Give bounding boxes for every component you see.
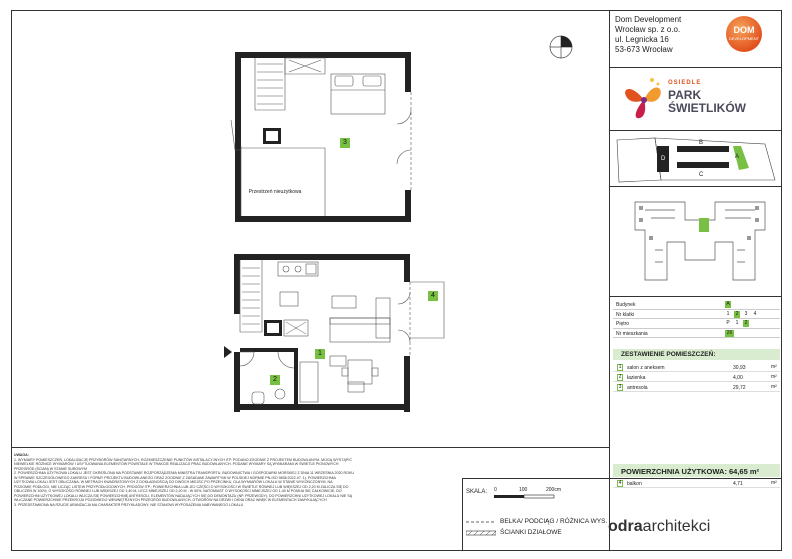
spec-label: Piętro bbox=[616, 321, 630, 327]
room-label-2: 2 bbox=[270, 375, 280, 385]
note-line: 3. PRZEDSTAWIONA NA RZUCIE ARANŻACJA MA CHARAKTER PRZYKŁADOWY, NIE STANOWI WYPOSAŻENIA NABYWANEGO LOKALU bbox=[14, 502, 244, 507]
rooms-title: ZESTAWIENIE POMIESZCZEŃ: bbox=[613, 349, 780, 360]
room-label-3: 3 bbox=[340, 138, 350, 148]
room-area: 4,00 bbox=[733, 375, 743, 381]
legend-sciany: ŚCIANKI DZIAŁOWE bbox=[500, 529, 562, 536]
unusable-space-label: Przestrzeń nieużytkowa bbox=[248, 189, 302, 195]
company-divider bbox=[609, 67, 782, 68]
site-label-a: A bbox=[735, 154, 740, 160]
company-line: ul. Legnicka 16 bbox=[615, 35, 669, 44]
spec-label: Budynek bbox=[616, 302, 636, 308]
note-line: POZIOMIE PODŁOGI, NIE LICZĄC LISTEW PRZYPODŁOGOWYCH, PROGÓW ITP.; POWIERZCHNIA LUB JEJ CZĘŚCI O WYSOKOŚCI W ŚWIETLE RÓWNEJ LUB WIĘKSZEJ OD 2,20 M ZALICZA SIĘ DO bbox=[14, 484, 349, 489]
compass-icon bbox=[548, 34, 574, 60]
room-name: salon z aneksem bbox=[627, 365, 665, 371]
spec-row-pietro bbox=[613, 319, 780, 329]
key-plan bbox=[615, 190, 780, 292]
note-line: PRZEGRÓD (ŚCIAN) W STANIE SUROWYM bbox=[14, 466, 88, 471]
dom-development-logo bbox=[726, 16, 762, 52]
sidebar-divider bbox=[609, 10, 610, 551]
spec-value: A bbox=[726, 301, 730, 307]
spec-value: 1 bbox=[735, 320, 739, 326]
keyplan-divider bbox=[609, 296, 782, 297]
scale-bar bbox=[494, 494, 560, 500]
room-num: 3 bbox=[618, 384, 622, 390]
architect-name-bold: odra bbox=[608, 518, 643, 535]
room-num: 1 bbox=[618, 364, 622, 370]
spec-value-selected: 2 bbox=[744, 320, 748, 326]
upper-floor-plan bbox=[225, 50, 425, 225]
usable-area-bar bbox=[613, 464, 780, 477]
brand-swietlikow: ŚWIETLIKÓW bbox=[668, 101, 746, 115]
lower-floor-plan bbox=[218, 252, 458, 417]
notes-title: UWAGA: bbox=[14, 453, 29, 457]
room-row bbox=[613, 383, 780, 392]
room-row bbox=[613, 363, 780, 372]
firefly-logo-icon bbox=[622, 74, 666, 126]
usable-area-value: 64,65 m² bbox=[729, 467, 760, 476]
scale-divider bbox=[462, 478, 463, 551]
architect-logo bbox=[608, 518, 710, 536]
room-label-1: 1 bbox=[315, 349, 325, 359]
notes-block bbox=[14, 453, 462, 507]
spec-label: Nr klatki bbox=[616, 311, 635, 318]
scale-tick: 100 bbox=[519, 487, 528, 493]
note-line: POWIERZCHNI UŻYTKOWEJ LOKALU WLICZA SIĘ POWIERZCHNIĘ ANTRESOLI, ELEMENTÓW NADAJĄCYCH SIĘ DO DEMONTAŻU (NP. PRZEWODY), DO POWIERZCHNI UŻYTKOWEJ LOKALU NIE SĄ bbox=[14, 493, 353, 498]
spec-value: P bbox=[726, 320, 730, 326]
spec-row-klatka bbox=[613, 310, 780, 320]
spec-value: 26 bbox=[726, 329, 733, 336]
site-label-c: C bbox=[699, 172, 704, 178]
room-area: 29,72 bbox=[733, 385, 746, 391]
spec-value-selected: 2 bbox=[735, 310, 739, 317]
brand-osiedle: OSIEDLE bbox=[668, 80, 702, 86]
logo-subtext: DEVELOPMENT bbox=[728, 36, 760, 41]
company-line: 53-673 Wrocław bbox=[615, 45, 673, 54]
scale-tick: 0 bbox=[494, 487, 497, 493]
room-name: balkon bbox=[627, 481, 642, 487]
spec-row-budynek bbox=[613, 300, 780, 310]
room-unit: m² bbox=[771, 364, 777, 370]
entrance-arrow-icon bbox=[224, 346, 232, 358]
siteplan-divider bbox=[609, 186, 782, 187]
scale-tick: 200cm bbox=[546, 487, 562, 493]
note-line: UŻYTKOWA LOKALI JEST OBLICZANA: W METRACH KWADRATOWYCH Z DOKŁADNOŚCIĄ DO DWÓCH MIEJSC PO PRZECINKU, DLA WYMIARÓW LOKALU W STANIE WYKOŃCZONYM, NA bbox=[14, 480, 333, 484]
note-line: OBLICZEŃ W 100%, O WYSOKOŚCI RÓWNEJ LUB WIĘKSZEJ OD 1,40 M, LECZ MNIEJSZEJ OD 2,20 M - W 50%, NATOMIAST O WYSOKOŚCI MNIEJSZEJ OD 1,40 M POMIJA SIĘ CAŁKOWICIE, DO bbox=[14, 489, 342, 493]
spec-label: Nr mieszkania bbox=[616, 330, 648, 337]
spec-value: 1 bbox=[726, 310, 730, 317]
note-line: WLICZANE POWIERZCHNIE PRZEKROJU POZIOMEGO WEWNĘTRZNYCH PRZEGRÓD BUDOWLANYCH, OTWORÓW NA DRZWI I OKNA ORAZ WNĘK W ELEMENTACH ZAMYKAJĄCYCH bbox=[14, 498, 327, 502]
notes-divider bbox=[11, 447, 609, 448]
brand-divider bbox=[609, 130, 782, 131]
logo-text: DOM bbox=[733, 25, 755, 35]
room-area: 4,71 bbox=[733, 481, 743, 487]
room-unit: m² bbox=[771, 384, 777, 390]
room-unit: m² bbox=[771, 480, 777, 486]
note-line: 1. WYMIARY POMIESZCZEŃ, LOKALIZACJĘ PRZYBORÓW SANITARNYCH, ROZMIESZCZENIE PUNKTÓW INSTALACYJNYCH ITP. PODANO ZGODNIE Z PROJEKTEM BUDOWLANYM. MOGĄ WYSTĄPIĆ bbox=[14, 457, 352, 462]
brand-park: PARK bbox=[668, 88, 702, 102]
room-num: 2 bbox=[618, 374, 622, 380]
site-plan bbox=[615, 136, 780, 184]
company-address bbox=[615, 15, 681, 55]
apartment-highlight bbox=[699, 218, 709, 232]
scale-label: SKALA: bbox=[466, 489, 488, 495]
company-line: Wrocław sp. z o.o. bbox=[615, 25, 681, 34]
room-name: antresola bbox=[627, 385, 648, 391]
note-line: 2. POWIERZCHNIA UŻYTKOWA LOKALU JEST OKREŚLONA NA PODSTAWIE ROZPORZĄDZENIA MINISTRA TRANSPORTU, BUDOWNICTWA I GOSPODARKI MORSKIEJ Z DNIA 11 WRZEŚNIA 2020 ROKU bbox=[14, 471, 354, 475]
beam-legend-icon bbox=[466, 518, 496, 526]
usable-area-label: POWIERZCHNIA UŻYTKOWA: bbox=[621, 467, 727, 476]
note-line: NIEWIELKIE RÓŻNICE WYMIARÓW I USYTUOWANIA ELEMENTÓW POWSTAŁE W TRAKCIE REALIZACJI PRAC BUDOWLANYCH. PODANE WYMIARY SĄ WYMIARAMI W ŚWIETLE PIONOWYCH bbox=[14, 462, 339, 466]
room-num: 4 bbox=[618, 480, 622, 486]
spec-value: 4 bbox=[753, 310, 757, 317]
building-c-shape bbox=[677, 162, 729, 168]
note-line: W SPRAWIE SZCZEGÓŁOWEGO ZAKRESU I FORMY PROJEKTU BUDOWLANEGO ORAZ ZGODNIE Z ZASADAMI ZAWARTYMI W POLSKIEJ NORMIE PN-ISO 9836:2022-07. 1). POWIERZCHNIA bbox=[14, 475, 336, 480]
spec-value: 3 bbox=[744, 310, 748, 317]
balcony-row bbox=[613, 479, 780, 488]
room-unit: m² bbox=[771, 374, 777, 380]
spec-row-mieszkanie bbox=[613, 329, 780, 339]
company-line: Dom Development bbox=[615, 15, 682, 24]
brand-name bbox=[668, 89, 746, 115]
spec-table bbox=[613, 300, 780, 338]
site-label-d: D bbox=[661, 156, 666, 162]
room-area: 30,93 bbox=[733, 365, 746, 371]
partition-legend-icon bbox=[466, 529, 496, 537]
architect-name-light: architekci bbox=[642, 518, 711, 535]
room-label-4: 4 bbox=[428, 291, 438, 301]
building-b-shape bbox=[677, 146, 729, 152]
legend-belka: BELKA/ PODCIĄG / RÓŻNICA WYS. bbox=[500, 518, 608, 525]
site-label-b: B bbox=[699, 140, 704, 146]
room-name: łazienka bbox=[627, 375, 646, 381]
room-row bbox=[613, 373, 780, 382]
